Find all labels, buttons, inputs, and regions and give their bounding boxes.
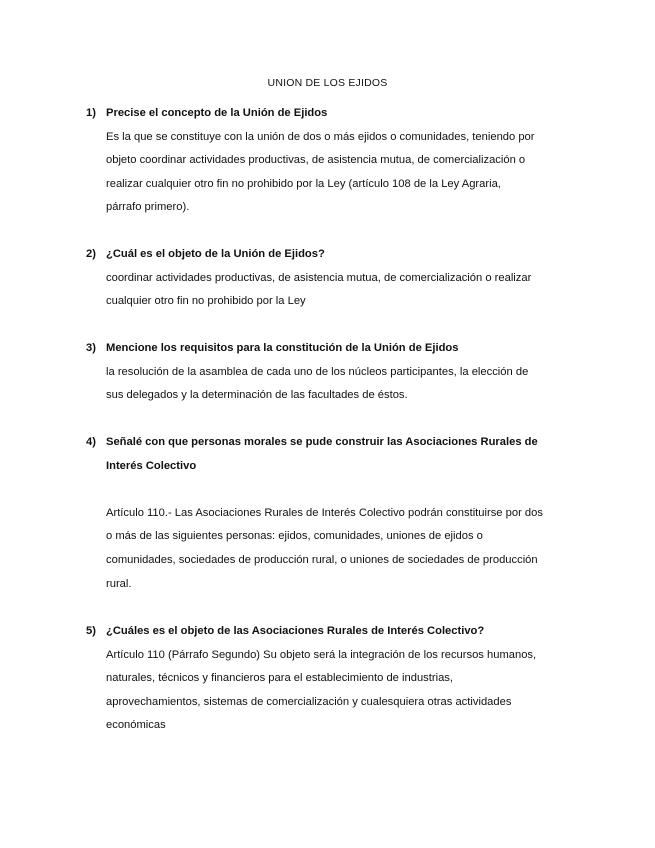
answer-line: o más de las siguientes personas: ejidos, comunidades, uniones de ejidos o xyxy=(106,530,483,543)
answer-line: económicas xyxy=(106,719,166,732)
heading-line: Interés Colectivo xyxy=(106,459,197,472)
question-answer xyxy=(106,502,576,596)
answer-line: coordinar actividades productivas, de asistencia mutua, de comercialización o realizar xyxy=(106,271,532,284)
question-number: 4) xyxy=(86,436,96,448)
answer-line: rural. xyxy=(106,577,132,590)
answer-line: la resolución de la asamblea de cada uno de los núcleos participantes, la elección de xyxy=(106,365,529,378)
question-2 xyxy=(86,243,576,314)
question-number: 2) xyxy=(86,248,96,260)
document-title: UNION DE LOS EJIDOS xyxy=(267,77,388,89)
answer-line: cualquier otro fin no prohibido por la Ley xyxy=(106,295,306,308)
question-1 xyxy=(86,102,576,220)
question-answer xyxy=(106,644,576,738)
question-answer xyxy=(106,126,576,220)
answer-line: objeto coordinar actividades productivas, de asistencia mutua, de comercialización o xyxy=(106,154,526,167)
question-number: 3) xyxy=(86,342,96,354)
question-heading: ¿Cuál es el objeto de la Unión de Ejidos? xyxy=(106,248,325,260)
answer-line: Es la que se constituye con la unión de dos o más ejidos o comunidades, teniendo por xyxy=(106,130,535,143)
answer-line: realizar cualquier otro fin no prohibido por la Ley (artículo 108 de la Ley Agraria, xyxy=(106,177,501,190)
question-heading: Precise el concepto de la Unión de Ejidos xyxy=(106,107,328,119)
question-3 xyxy=(86,337,576,408)
answer-line: sus delegados y la determinación de las facultades de éstos. xyxy=(106,389,408,402)
question-number: 5) xyxy=(86,625,96,637)
question-answer xyxy=(106,267,576,314)
question-4 xyxy=(86,431,576,596)
question-number: 1) xyxy=(86,107,96,119)
question-answer xyxy=(106,361,576,408)
answer-line: aprovechamientos, sistemas de comercialización y cualesquiera otras actividades xyxy=(106,695,512,708)
answer-line: Artículo 110 (Párrafo Segundo) Su objeto será la integración de los recursos humanos, xyxy=(106,648,537,661)
question-5 xyxy=(86,620,576,738)
answer-line: párrafo primero). xyxy=(106,201,190,214)
answer-line: naturales, técnicos y financieros para el establecimiento de industrias, xyxy=(106,672,453,685)
spacer xyxy=(86,478,576,502)
question-heading: Mencione los requisitos para la constitución de la Unión de Ejidos xyxy=(106,342,459,354)
heading-line: Señalé con que personas morales se pude construir las Asociaciones Rurales de xyxy=(106,436,538,448)
answer-line: Artículo 110.- Las Asociaciones Rurales de Interés Colectivo podrán constituirse por dos xyxy=(106,506,543,519)
question-heading xyxy=(106,431,576,478)
question-heading: ¿Cuáles es el objeto de las Asociaciones Rurales de Interés Colectivo? xyxy=(106,625,485,637)
answer-line: comunidades, sociedades de producción rural, o uniones de sociedades de producción xyxy=(106,553,538,566)
